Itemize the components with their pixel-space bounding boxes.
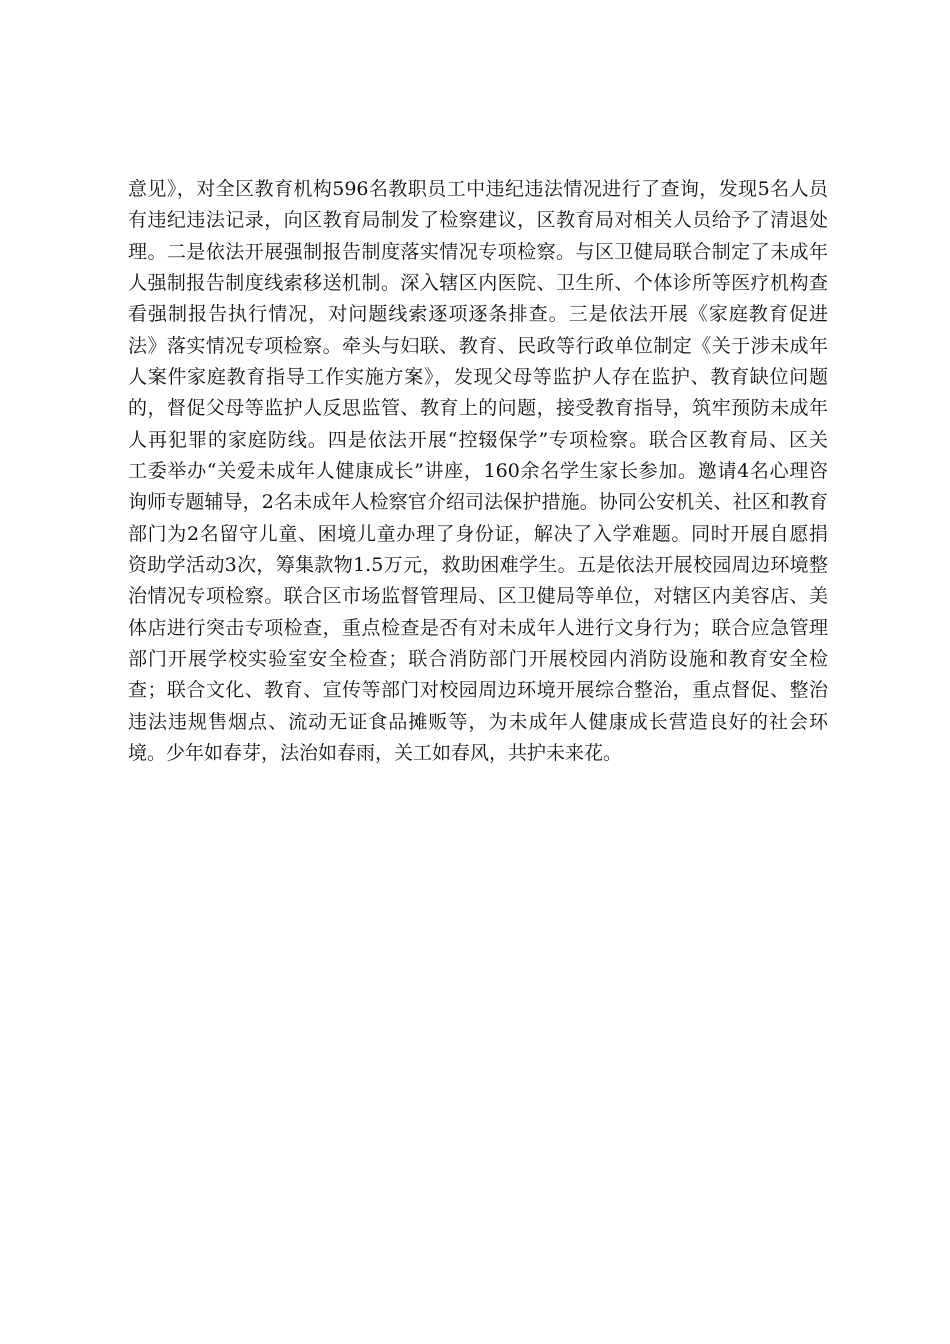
- text-line: 询师专题辅导，2名未成年人检察官介绍司法保护措施。协同公安机关、社区和教育: [128, 491, 828, 514]
- text-line: 治情况专项检察。联合区市场监督管理局、区卫健局等单位，对辖区内美容店、美: [128, 585, 828, 608]
- text-line: 意见》，对全区教育机构596名教职员工中违纪违法情况进行了查询，发现5名人员: [128, 178, 828, 200]
- text-line: 部门为2名留守儿童、困境儿童办理了身份证，解决了入学难题。同时开展自愿捐: [128, 522, 828, 545]
- text-line: 理。二是依法开展强制报告制度落实情况专项检察。与区卫健局联合制定了未成年: [128, 240, 828, 263]
- text-line: 工委举办“关爱未成年人健康成长”讲座，160余名学生家长参加。邀请4名心理咨: [128, 459, 828, 482]
- text-line: 人强制报告制度线索移送机制。深入辖区内医院、卫生所、个体诊所等医疗机构查: [128, 271, 828, 294]
- text-line: 法》落实情况专项检察。牵头与妇联、教育、民政等行政单位制定《关于涉未成年: [128, 334, 828, 357]
- text-line: 部门开展学校实验室安全检查；联合消防部门开展校园内消防设施和教育安全检: [128, 647, 828, 670]
- text-line: 人再犯罪的家庭防线。四是依法开展“控辍保学”专项检察。联合区教育局、区关: [128, 428, 828, 451]
- text-line: 查；联合文化、教育、宣传等部门对校园周边环境开展综合整治，重点督促、整治: [128, 679, 828, 702]
- text-line: 人案件家庭教育指导工作实施方案》，发现父母等监护人存在监护、教育缺位问题: [128, 365, 828, 388]
- text-line: 违法违规售烟点、流动无证食品摊贩等，为未成年人健康成长营造良好的社会环: [128, 710, 828, 733]
- text-line: 境。少年如春芽，法治如春雨，关工如春风，共护未来花。: [128, 741, 623, 764]
- body-paragraph: [128, 174, 828, 769]
- text-line: 的，督促父母等监护人反思监管、教育上的问题，接受教育指导，筑牢预防未成年: [128, 397, 828, 420]
- text-line: 看强制报告执行情况，对问题线索逐项逐条排查。三是依法开展《家庭教育促进: [128, 303, 828, 326]
- text-line: 体店进行突击专项检查，重点检查是否有对未成年人进行文身行为；联合应急管理: [128, 616, 828, 639]
- text-line: 资助学活动3次，筹集款物1.5万元，救助困难学生。五是依法开展校园周边环境整: [128, 553, 828, 576]
- text-line: 有违纪违法记录，向区教育局制发了检察建议，区教育局对相关人员给予了清退处: [128, 209, 828, 232]
